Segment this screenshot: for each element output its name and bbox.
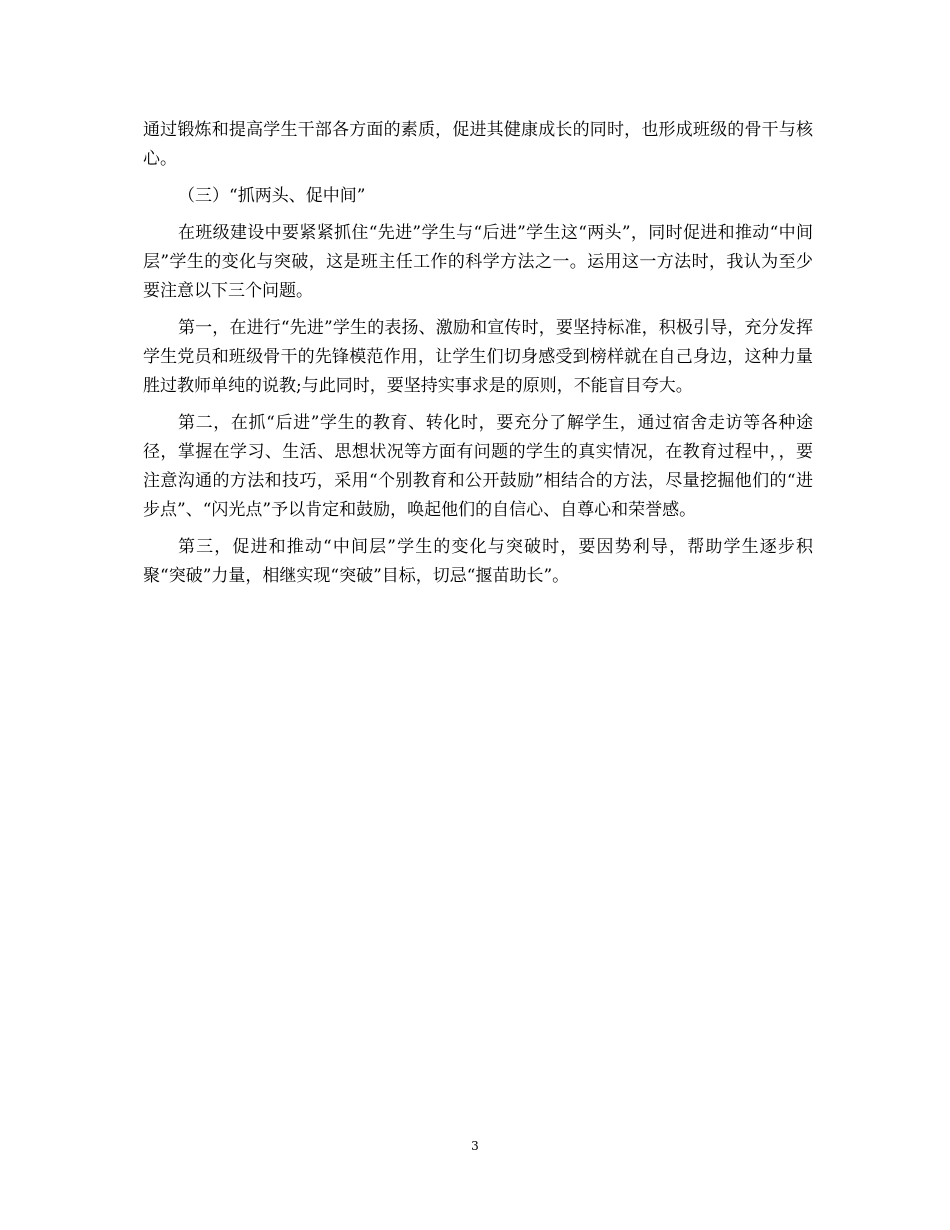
paragraph-continuation: 通过锻炼和提高学生干部各方面的素质，促进其健康成长的同时，也形成班级的骨干与核心。: [143, 120, 813, 169]
paragraph-second-point: 第二，在抓“后进”学生的教育、转化时，要充分了解学生，通过宿舍走访等各种途径，掌握在学习、生活、思想状况等方面有问题的学生的真实情况，在教育过程中，，要注意沟通的方法和技巧，采用“个别教育和公开鼓励”相结合的方法，尽量挖掘他们的“进步点”、“闪光点”予以肯定和鼓励，唤起他们的自信心、自尊心和荣誉感。: [143, 413, 813, 520]
paragraph-intro: 在班级建设中要紧紧抓住“先进”学生与“后进”学生这“两头”，同时促进和推动“中间层”学生的变化与突破，这是班主任工作的科学方法之一。运用这一方法时，我认为至少要注意以下三个问题。: [143, 223, 813, 301]
document-body: [143, 116, 813, 591]
paragraph-first-point: 第一，在进行“先进”学生的表扬、激励和宣传时，要坚持标准，积极引导，充分发挥学生党员和班级骨干的先锋模范作用，让学生们切身感受到榜样就在自己身边，这种力量胜过教师单纯的说教;与此同时，要坚持实事求是的原则，不能盲目夸大。: [143, 318, 813, 396]
page-number: 3: [471, 1139, 479, 1153]
section-heading: （三）“抓两头、促中间”: [178, 186, 366, 206]
paragraph-third-point: 第三，促进和推动“中间层”学生的变化与突破时，要因势利导，帮助学生逐步积聚“突破”力量，相继实现“突破”目标，切忌“揠苗助长”。: [143, 537, 813, 586]
